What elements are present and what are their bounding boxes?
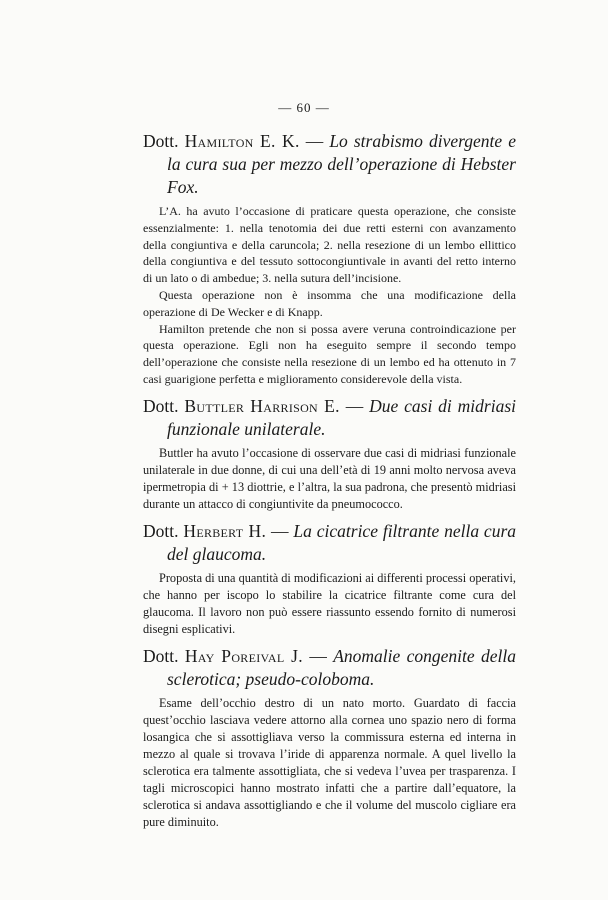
paragraph: Esame dell’occhio destro di un nato morto. Guardato di faccia quest’occhio lasciava vedere attorno alla cornea uno spazio nero di forma losangica che si assottigliava verso la commissura esterna ed interna in mezzo al quale si trovava l’iride di apparenza normale. A quel livello la sclerotica era talmente assottigliata, che si vedeva l’uvea per trasparenza. I tagli microscopici hanno mostrato infatti che a partire dall’equatore, la sclerotica si andava assottigliando e che il volume del muscolo cigliare era pure diminuito.	[143, 695, 516, 829]
entry-prefix: Dott.	[143, 395, 179, 416]
heading-dash: —	[302, 645, 334, 666]
entry-hamilton	[143, 130, 516, 388]
author-name: Herbert H.	[183, 520, 267, 541]
author-name: Buttler Harrison E.	[184, 395, 340, 416]
entry-herbert	[143, 520, 516, 638]
entry-prefix: Dott.	[143, 645, 179, 666]
heading-dash: —	[299, 131, 330, 151]
entry-title: Due casi di midriasi funzionale unilaterale.	[167, 395, 516, 439]
entry-heading	[143, 645, 516, 691]
entry-heading	[143, 520, 516, 566]
entry-hay-poreival	[143, 645, 516, 831]
entry-title: Lo strabismo divergente e la cura sua per mezzo dell’operazione di Hebster Fox.	[167, 131, 517, 197]
heading-dash: —	[339, 395, 370, 416]
entry-heading	[143, 130, 516, 199]
entry-heading	[143, 395, 516, 441]
paragraph: Hamilton pretende che non si possa avere veruna controindicazione per questa operazione. Egli non ha eseguito sempre il secondo tempo dell’operazione che consiste nella resezione di un lembo ed ha ottenuto in 7 casi guarigione perfetta e miglioramento considerevole della vista.	[143, 321, 516, 386]
entry-prefix: Dott.	[143, 520, 179, 541]
paragraph: Questa operazione non è insomma che una modificazione della operazione di De Wecker e di Knapp.	[143, 287, 516, 319]
entry-title: Anomalie congenite della sclerotica; pseudo-coloboma.	[167, 645, 517, 689]
entry-prefix: Dott.	[143, 131, 179, 151]
author-name: Hamilton E. K.	[184, 131, 300, 151]
entry-buttler	[143, 395, 516, 513]
paragraph: Proposta di una quantità di modificazioni ai differenti processi operativi, che hanno per iscopo lo stabilire la cicatrice filtrante come cura del glaucoma. Il lavoro non può essere riassunto essendo fornito di numerosi disegni esplicativi.	[143, 570, 516, 636]
paragraph: L’A. ha avuto l’occasione di praticare questa operazione, che consiste essenzialmente: 1. nella tenotomia dei due retti esterni con avanzamento della congiuntiva e della caruncola; 2. nella resezione di un lembo ellittico della congiuntiva e del tessuto sottocongiuntivale in avanti del retto interno di un lato o di ambedue; 3. nella sutura dell’incisione.	[143, 204, 516, 286]
author-name: Hay Poreival J.	[184, 645, 303, 666]
heading-dash: —	[266, 520, 294, 541]
page-body	[143, 130, 516, 838]
page-number: — 60 —	[278, 100, 330, 115]
entry-title: La cicatrice filtrante nella cura del glaucoma.	[167, 520, 517, 564]
paragraph: Buttler ha avuto l’occasione di osservare due casi di midriasi funzionale unilaterale in due donne, di cui una dell’età di 19 anni molto nervosa aveva ipermetropia di + 13 diottrie, e l’altra, la sua padrona, che presentò midriasi durante un attacco di congiuntivite da pneumococco.	[143, 445, 516, 511]
